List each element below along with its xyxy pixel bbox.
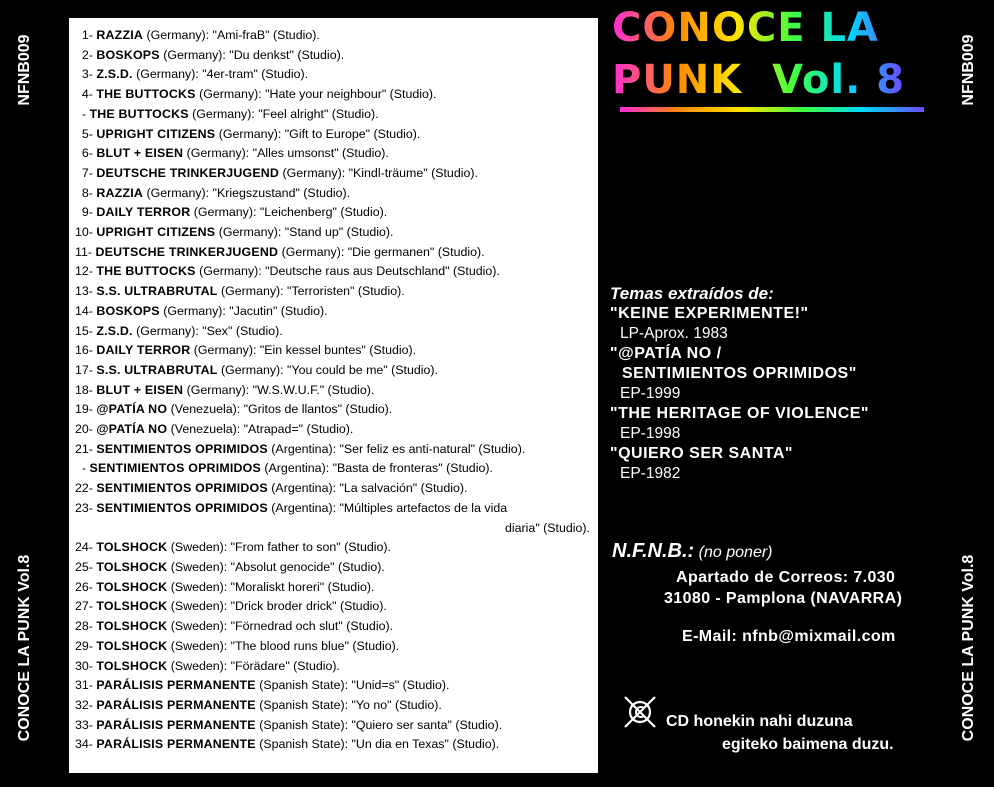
track-details: (Germany): "Stand up" (Studio). bbox=[218, 225, 394, 240]
track-number: 1- bbox=[81, 28, 93, 42]
title-underline bbox=[620, 107, 924, 112]
track-row bbox=[75, 420, 592, 440]
source-release-continued: SENTIMIENTOS OPRIMIDOS" bbox=[622, 365, 857, 382]
left-spine bbox=[0, 0, 50, 787]
track-number: 4- bbox=[81, 87, 93, 102]
track-details: (Germany): "Jacutin" (Studio). bbox=[163, 303, 328, 318]
track-number: 12- bbox=[75, 264, 93, 279]
track-details: (Argentina): "Basta de fronteras" (Studio). bbox=[264, 461, 493, 476]
track-number: 29- bbox=[75, 638, 93, 653]
track-artist: BOSKOPS bbox=[96, 303, 160, 318]
track-row bbox=[75, 46, 592, 66]
track-details: (Germany): "Kindl-träume" (Studio). bbox=[282, 165, 478, 180]
source-release: "@PATÍA NO / bbox=[610, 345, 722, 362]
spine-catalog-left: NFNB009 bbox=[16, 34, 33, 106]
track-number: 20- bbox=[75, 422, 93, 437]
track-number: 27- bbox=[75, 599, 93, 614]
track-row bbox=[75, 243, 592, 263]
track-row bbox=[75, 657, 592, 677]
track-details: (Germany): "Sex" (Studio). bbox=[136, 323, 283, 338]
track-artist: @PATÍA NO bbox=[96, 402, 168, 417]
track-details: (Sweden): "From father to son" (Studio). bbox=[170, 540, 391, 555]
contact-section bbox=[612, 540, 942, 647]
track-artist: PARÁLISIS PERMANENTE bbox=[96, 678, 256, 693]
track-number: 28- bbox=[75, 619, 93, 634]
track-artist: SENTIMIENTOS OPRIMIDOS bbox=[89, 461, 261, 476]
track-artist: Z.S.D. bbox=[96, 323, 133, 338]
track-details: (Germany): "4er-tram" (Studio). bbox=[136, 67, 309, 82]
track-artist: RAZZIA bbox=[96, 28, 143, 42]
track-artist: THE BUTTOCKS bbox=[96, 264, 196, 279]
email-address: E-Mail: nfnb@mixmail.com bbox=[682, 628, 896, 645]
track-number: 23- bbox=[75, 500, 93, 515]
track-row bbox=[75, 223, 592, 243]
track-artist: DAILY TERROR bbox=[96, 205, 191, 220]
tracklist bbox=[69, 18, 598, 773]
track-row bbox=[75, 400, 592, 420]
track-row bbox=[75, 479, 592, 499]
track-row bbox=[75, 164, 592, 184]
track-row bbox=[75, 676, 592, 696]
track-details: (Germany): "Terroristen" (Studio). bbox=[220, 284, 405, 299]
track-details: (Venezuela): "Gritos de llantos" (Studio). bbox=[170, 402, 393, 417]
track-number: 7- bbox=[81, 165, 93, 180]
spine-catalog-right: NFNB009 bbox=[960, 34, 977, 106]
track-details: (Spanish State): "Unid=s" (Studio). bbox=[259, 678, 450, 693]
track-details: (Germany): "Gift to Europe" (Studio). bbox=[218, 126, 421, 141]
track-number: 5- bbox=[81, 126, 93, 141]
track-number: 2- bbox=[81, 47, 93, 62]
track-number: 32- bbox=[75, 697, 93, 712]
album-title-line2: PUNK Vol. 8 bbox=[612, 57, 906, 103]
track-details: (Sweden): "Drick broder drick" (Studio). bbox=[170, 599, 387, 614]
track-number: 16- bbox=[75, 343, 93, 358]
track-row bbox=[75, 578, 592, 598]
notice-line2: egiteko baimena duzu. bbox=[722, 736, 894, 753]
track-artist: BLUT + EISEN bbox=[96, 146, 184, 161]
track-details: (Germany): "Die germanen" (Studio). bbox=[281, 244, 485, 259]
track-artist: Z.S.D. bbox=[96, 67, 133, 82]
track-artist: BOSKOPS bbox=[96, 47, 160, 62]
source-release: "KEINE EXPERIMENTE!" bbox=[610, 305, 809, 322]
track-number: 15- bbox=[75, 323, 93, 338]
track-number: 33- bbox=[75, 717, 93, 732]
track-row bbox=[75, 184, 592, 204]
track-number: 30- bbox=[75, 658, 93, 673]
track-artist: THE BUTTOCKS bbox=[89, 106, 189, 121]
track-number: 10- bbox=[75, 225, 93, 240]
track-row bbox=[75, 85, 592, 105]
track-row bbox=[75, 617, 592, 637]
track-artist: BLUT + EISEN bbox=[96, 382, 184, 397]
track-artist: PARÁLISIS PERMANENTE bbox=[96, 717, 256, 732]
track-number: 21- bbox=[75, 441, 93, 456]
track-details: (Spanish State): "Un dia en Texas" (Studio). bbox=[259, 737, 500, 752]
track-artist: RAZZIA bbox=[96, 185, 143, 200]
track-row bbox=[75, 361, 592, 381]
track-details: (Argentina): "Ser feliz es anti-natural" (Studio). bbox=[271, 441, 526, 456]
track-row bbox=[75, 203, 592, 223]
track-row bbox=[75, 440, 592, 460]
track-details-continued: diaria" (Studio). bbox=[505, 520, 590, 535]
track-details: (Germany): "Alles umsonst" (Studio). bbox=[186, 146, 389, 161]
spine-title-right: CONOCE LA PUNK Vol.8 bbox=[960, 554, 977, 742]
spine-title-left: CONOCE LA PUNK Vol.8 bbox=[16, 554, 33, 742]
track-details: (Sweden): "Förädare" (Studio). bbox=[170, 658, 340, 673]
track-artist: TOLSHOCK bbox=[96, 638, 168, 653]
source-format: LP-Aprox. 1983 bbox=[620, 325, 728, 342]
track-row bbox=[75, 26, 592, 46]
track-number: - bbox=[81, 106, 87, 121]
source-release: "THE HERITAGE OF VIOLENCE" bbox=[610, 405, 869, 422]
track-number: 18- bbox=[75, 382, 93, 397]
track-number: 24- bbox=[75, 540, 93, 555]
track-number: 17- bbox=[75, 362, 93, 377]
track-artist: S.S. ULTRABRUTAL bbox=[96, 362, 218, 377]
no-copyright-icon bbox=[622, 694, 658, 730]
notice-line1: CD honekin nahi duzuna bbox=[666, 713, 853, 730]
track-details: (Spanish State): "Yo no" (Studio). bbox=[259, 697, 442, 712]
track-details: (Spanish State): "Quiero ser santa" (Studio). bbox=[259, 717, 503, 732]
track-artist: S.S. ULTRABRUTAL bbox=[96, 284, 218, 299]
track-row bbox=[75, 735, 592, 755]
track-artist: TOLSHOCK bbox=[96, 599, 168, 614]
label-name: N.F.N.B.: bbox=[612, 540, 695, 562]
track-number: - bbox=[81, 461, 87, 476]
track-number: 8- bbox=[81, 185, 93, 200]
track-number: 6- bbox=[81, 146, 93, 161]
track-artist: UPRIGHT CITIZENS bbox=[96, 225, 216, 240]
track-artist: TOLSHOCK bbox=[96, 658, 168, 673]
label-note: (no poner) bbox=[698, 544, 773, 561]
track-row bbox=[75, 302, 592, 322]
notice-text bbox=[666, 710, 894, 756]
track-row bbox=[75, 499, 592, 519]
track-details: (Germany): "Hate your neighbour" (Studio). bbox=[199, 87, 437, 102]
track-number: 22- bbox=[75, 481, 93, 496]
track-details: (Germany): "W.S.W.U.F." (Studio). bbox=[186, 382, 375, 397]
track-details: (Germany): "You could be me" (Studio). bbox=[220, 362, 438, 377]
track-artist: DAILY TERROR bbox=[96, 343, 191, 358]
track-details: (Sweden): "Förnedrad och slut" (Studio). bbox=[170, 619, 394, 634]
album-title bbox=[612, 2, 942, 106]
track-row bbox=[75, 262, 592, 282]
track-row bbox=[75, 105, 592, 125]
track-number: 11- bbox=[75, 244, 92, 259]
track-number: 13- bbox=[75, 284, 93, 299]
track-row bbox=[75, 696, 592, 716]
postal-address-line2: 31080 - Pamplona (NAVARRA) bbox=[664, 590, 903, 607]
sources-heading: Temas extraídos de: bbox=[610, 284, 774, 303]
track-details: (Sweden): "The blood runs blue" (Studio). bbox=[170, 638, 400, 653]
track-details: (Germany): "Leichenberg" (Studio). bbox=[193, 205, 388, 220]
track-row bbox=[75, 558, 592, 578]
track-artist: THE BUTTOCKS bbox=[96, 87, 196, 102]
track-number: 3- bbox=[81, 67, 93, 82]
source-format: EP-1998 bbox=[620, 425, 681, 442]
track-artist: PARÁLISIS PERMANENTE bbox=[96, 697, 256, 712]
track-details: (Sweden): "Moraliskt horeri" (Studio). bbox=[170, 579, 375, 594]
track-row bbox=[75, 459, 592, 479]
track-number: 19- bbox=[75, 402, 93, 417]
track-details: (Sweden): "Absolut genocide" (Studio). bbox=[170, 559, 385, 574]
track-details: (Germany): "Du denkst" (Studio). bbox=[163, 47, 345, 62]
postal-address-line1: Apartado de Correos: 7.030 bbox=[676, 569, 896, 586]
track-number: 31- bbox=[75, 678, 93, 693]
track-row bbox=[75, 322, 592, 342]
track-artist: DEUTSCHE TRINKERJUGEND bbox=[95, 244, 279, 259]
source-release: "QUIERO SER SANTA" bbox=[610, 445, 793, 462]
track-row bbox=[75, 637, 592, 657]
track-artist: TOLSHOCK bbox=[96, 540, 168, 555]
track-details: (Venezuela): "Atrapad=" (Studio). bbox=[170, 422, 354, 437]
track-artist: @PATÍA NO bbox=[96, 422, 168, 437]
track-artist: SENTIMIENTOS OPRIMIDOS bbox=[96, 441, 268, 456]
track-number: 26- bbox=[75, 579, 93, 594]
track-details: (Argentina): "Múltiples artefactos de la vida bbox=[271, 500, 508, 515]
track-number: 34- bbox=[75, 737, 93, 752]
track-row bbox=[75, 125, 592, 145]
track-row bbox=[75, 282, 592, 302]
track-details: (Germany): "Feel alright" (Studio). bbox=[192, 106, 379, 121]
track-artist: TOLSHOCK bbox=[96, 579, 168, 594]
track-details: (Germany): "Kriegszustand" (Studio). bbox=[146, 185, 351, 200]
track-row bbox=[75, 716, 592, 736]
track-artist: TOLSHOCK bbox=[96, 619, 168, 634]
source-format: EP-1999 bbox=[620, 385, 681, 402]
sources-section bbox=[610, 284, 940, 484]
track-number: 14- bbox=[75, 303, 93, 318]
track-row bbox=[75, 538, 592, 558]
track-artist: TOLSHOCK bbox=[96, 559, 168, 574]
right-spine bbox=[944, 0, 994, 787]
track-details: (Germany): "Deutsche raus aus Deutschland" (Studio). bbox=[199, 264, 500, 279]
track-artist: PARÁLISIS PERMANENTE bbox=[96, 737, 256, 752]
track-row bbox=[75, 144, 592, 164]
track-row bbox=[75, 65, 592, 85]
track-details: (Germany): "Ami-fraB" (Studio). bbox=[146, 28, 320, 42]
source-format: EP-1982 bbox=[620, 465, 681, 482]
track-number: 9- bbox=[81, 205, 93, 220]
track-artist: SENTIMIENTOS OPRIMIDOS bbox=[96, 481, 268, 496]
track-details: (Argentina): "La salvación" (Studio). bbox=[271, 481, 468, 496]
album-title-line1: CONOCE LA bbox=[612, 5, 879, 51]
track-details: (Germany): "Ein kessel buntes" (Studio). bbox=[193, 343, 417, 358]
track-row bbox=[75, 381, 592, 401]
track-row bbox=[75, 597, 592, 617]
track-row bbox=[75, 341, 592, 361]
track-number: 25- bbox=[75, 559, 93, 574]
track-artist: DEUTSCHE TRINKERJUGEND bbox=[96, 165, 280, 180]
track-artist: UPRIGHT CITIZENS bbox=[96, 126, 216, 141]
track-artist: SENTIMIENTOS OPRIMIDOS bbox=[96, 500, 268, 515]
